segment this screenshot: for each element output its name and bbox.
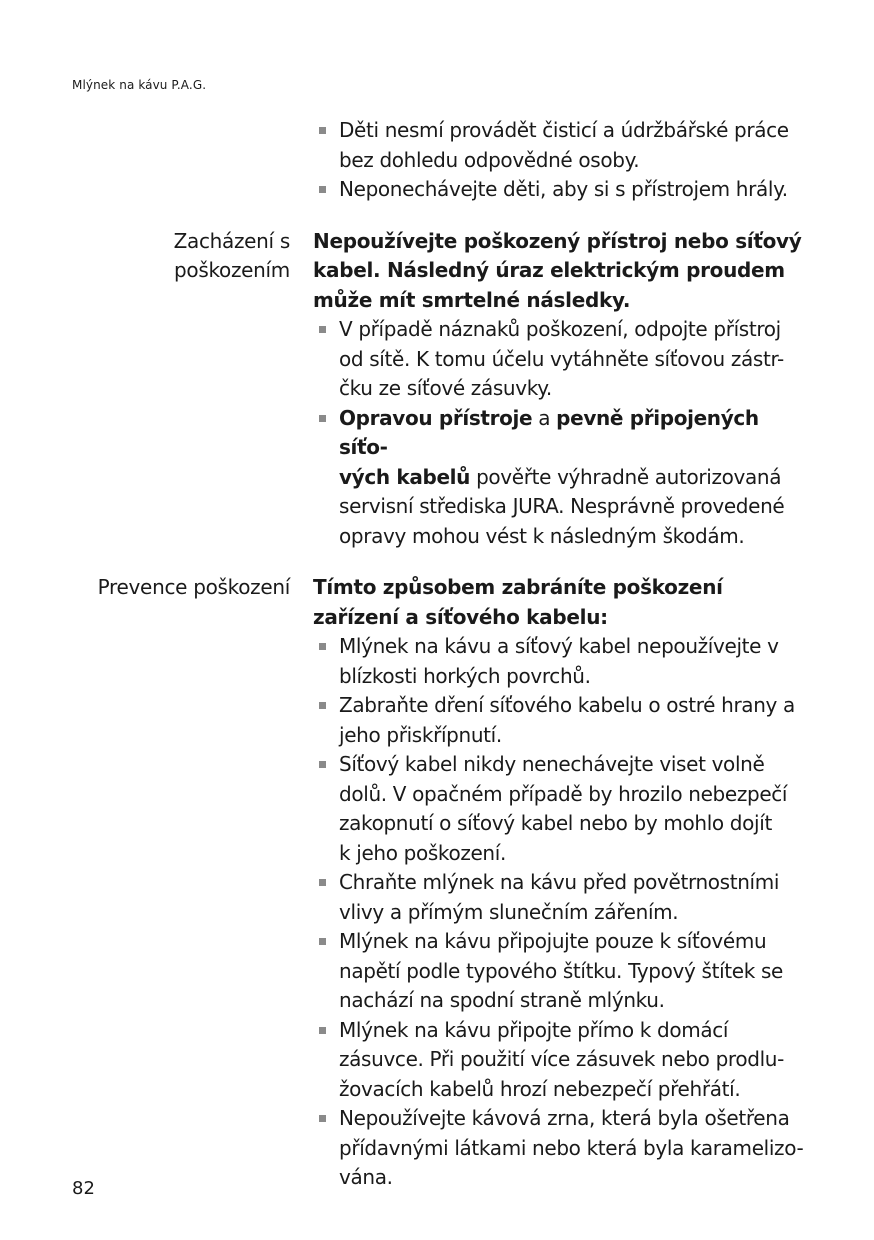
bullet-list [313, 116, 813, 205]
list-item [313, 1016, 813, 1105]
list-item [313, 1104, 813, 1193]
section-body [313, 573, 813, 1193]
list-item-text: Nepoužívejte kávová zrna, která byla ošetřena přídavnými látkami nebo která byla karamelizo- vána. [339, 1106, 804, 1189]
list-item-bold-text: Opravou přístroje [339, 405, 533, 430]
list-item-text: Síťový kabel nikdy nenechávejte viset volně dolů. V opačném případě by hrozilo nebezpečí zakopnutí o síťový kabel nebo by mohlo dojít k jeho poškození. [339, 752, 788, 865]
list-item-text: a [532, 405, 557, 430]
section-children [0, 116, 874, 205]
bullet-icon [319, 1027, 326, 1034]
list-item [313, 175, 813, 205]
section-intro: Nepoužívejte poškozený přístroj nebo síťový kabel. Následný úraz elektrickým proudem může mít smrtelné následky. [313, 228, 802, 312]
list-item-text: Neponechávejte děti, aby si s přístrojem hrály. [339, 177, 788, 201]
list-item-text: Chraňte mlýnek na kávu před povětrnostními vlivy a přímým slunečním zářením. [339, 870, 780, 924]
list-item [313, 868, 813, 927]
list-item [313, 116, 813, 175]
list-item-bold-text: pevně připojených síťo- vých kabelů [339, 405, 759, 489]
bullet-icon [319, 879, 326, 886]
list-item-text: pověřte výhradně autorizovaná servisní střediska JURA. Nesprávně provedené opravy mohou vést k následným škodám. [339, 464, 785, 548]
list-item-text: Mlýnek na kávu připojujte pouze k síťovému napětí podle typového štítku. Typový štítek se nachází na spodní straně mlýnku. [339, 929, 783, 1012]
list-item-text: Mlýnek na kávu a síťový kabel nepoužívejte v blízkosti horkých povrchů. [339, 634, 779, 688]
list-item-text: Děti nesmí provádět čisticí a údržbářské práce bez dohledu odpovědné osoby. [339, 118, 789, 172]
section-label: Zacházení s poškozením [173, 228, 290, 282]
list-item [313, 750, 813, 868]
bullet-list [313, 315, 813, 551]
list-item [313, 691, 813, 750]
section-body [313, 227, 813, 552]
bullet-icon [319, 127, 326, 134]
section-damage-prevention [0, 573, 874, 1193]
page-number: 82 [72, 1178, 95, 1199]
list-item-text: Mlýnek na kávu připojte přímo k domácí zásuvce. Při použití více zásuvek nebo prodlu- žovacích kabelů hrozí nebezpečí přehřátí. [339, 1017, 784, 1101]
list-item [313, 927, 813, 1016]
bullet-icon [319, 643, 326, 650]
list-item [313, 632, 813, 691]
bullet-icon [319, 326, 326, 333]
section-label: Prevence poškození [97, 575, 290, 599]
list-item [313, 404, 813, 552]
section-damage-handling [0, 227, 874, 552]
bullet-icon [319, 761, 326, 768]
bullet-icon [319, 702, 326, 709]
running-header: Mlýnek na kávu P.A.G. [72, 78, 207, 92]
section-body [313, 116, 813, 205]
list-item [313, 315, 813, 404]
bullet-icon [319, 186, 326, 193]
bullet-icon [319, 938, 326, 945]
bullet-icon [319, 1115, 326, 1122]
bullet-icon [319, 415, 326, 422]
list-item-text: Zabraňte dření síťového kabelu o ostré hrany a jeho přiskřípnutí. [339, 693, 795, 747]
page-content [0, 116, 874, 1193]
bullet-list [313, 632, 813, 1193]
section-intro: Tímto způsobem zabráníte poškození zařízení a síťového kabelu: [313, 575, 723, 629]
list-item-text: V případě náznaků poškození, odpojte přístroj od sítě. K tomu účelu vytáhněte síťovou zástr- čku ze síťové zásuvky. [339, 317, 784, 400]
